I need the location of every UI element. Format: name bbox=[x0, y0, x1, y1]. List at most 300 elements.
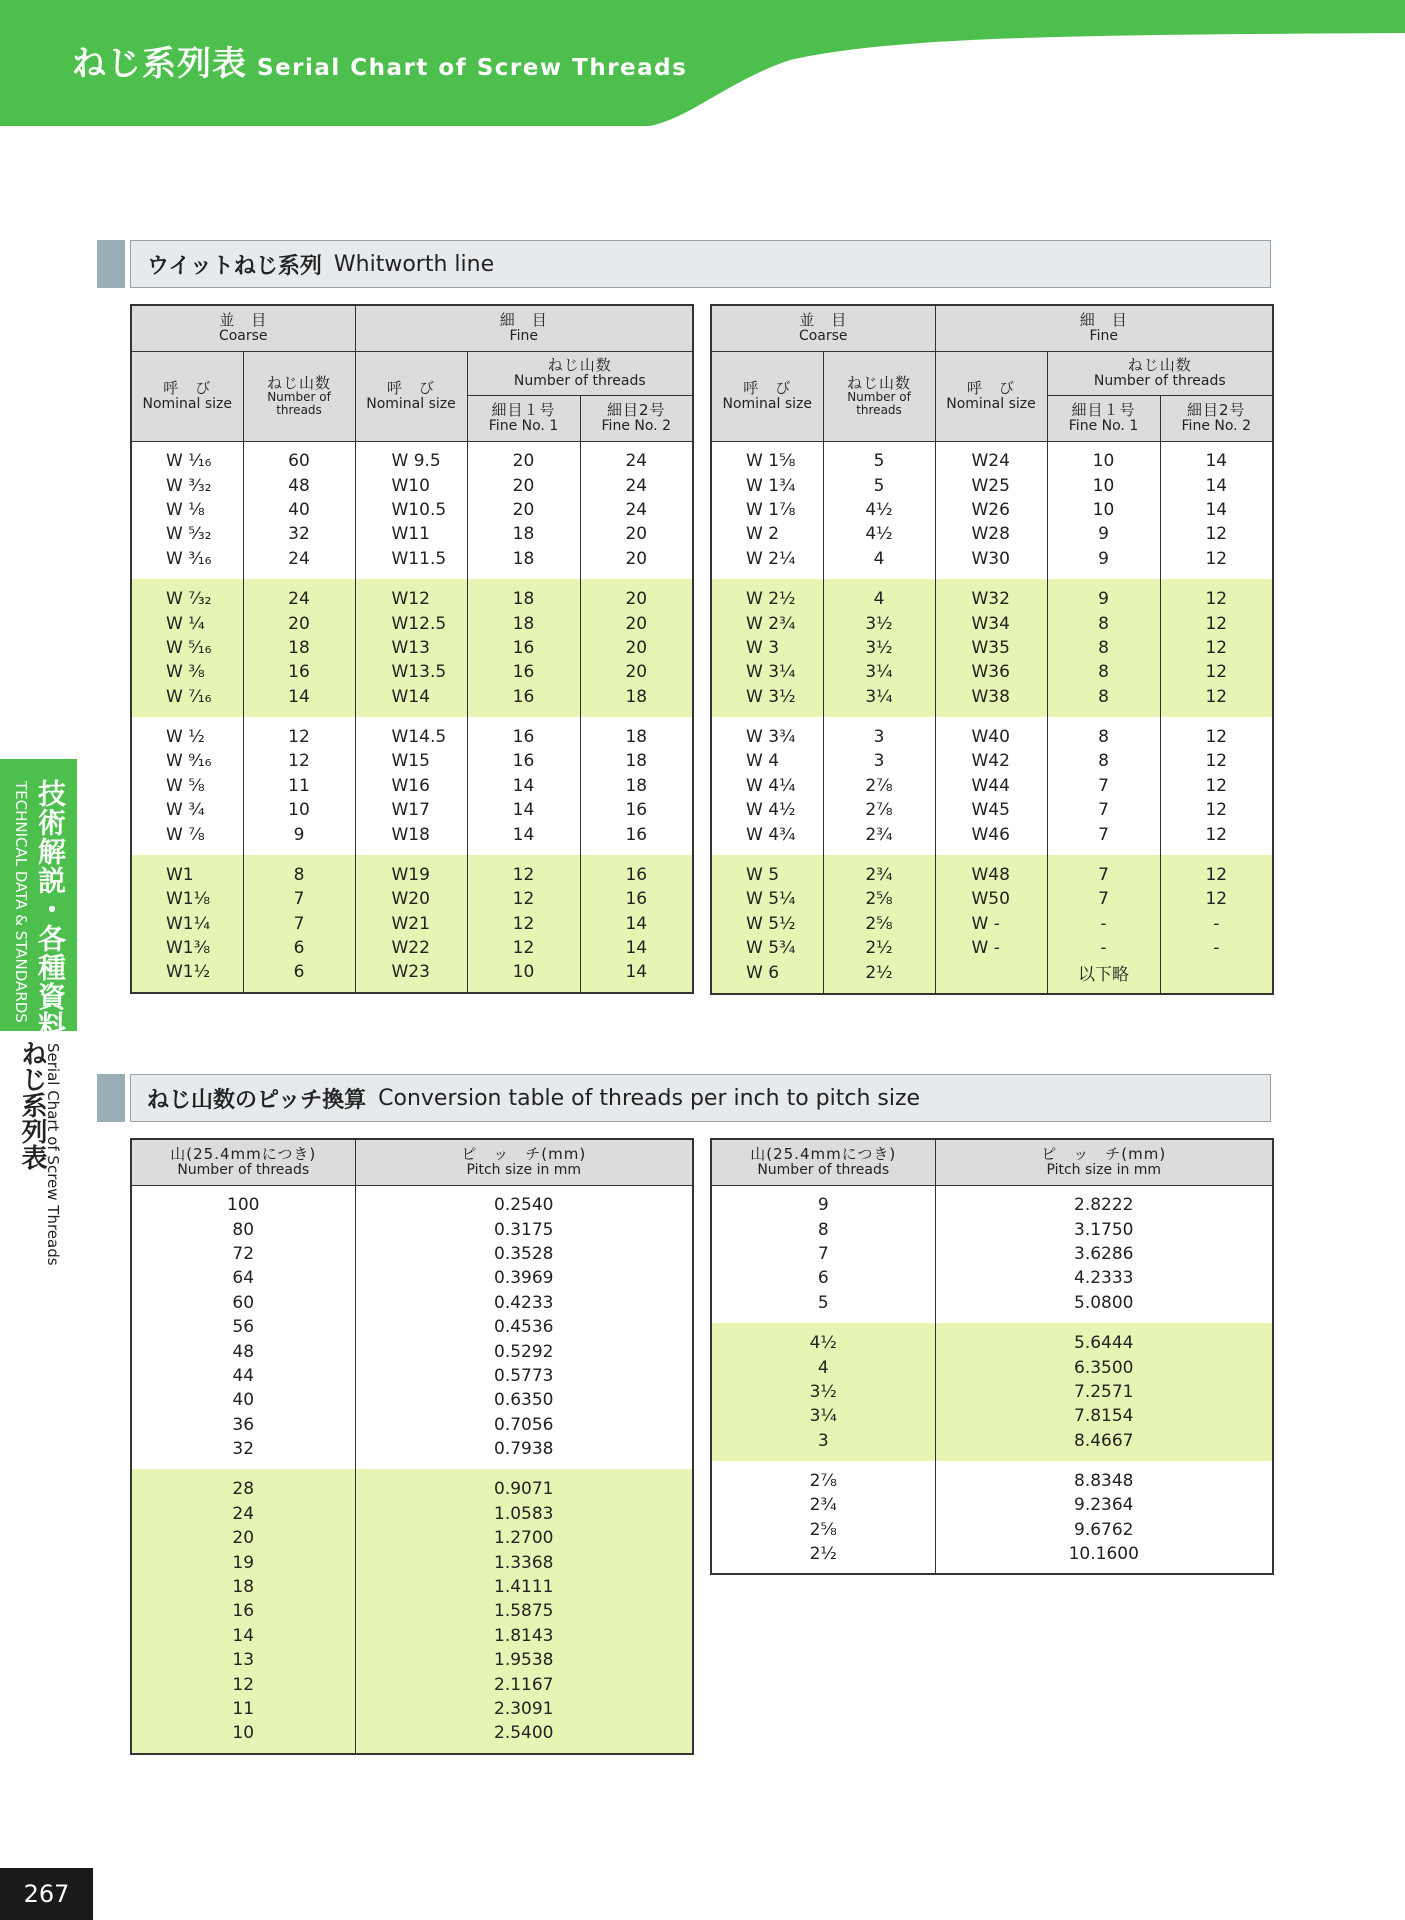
table-cell: W 6 bbox=[711, 960, 823, 994]
table-cell: 4 bbox=[823, 547, 935, 579]
table-cell: W 2¾ bbox=[711, 611, 823, 635]
table-row bbox=[131, 1697, 693, 1721]
table-cell: W 9.5 bbox=[355, 441, 467, 473]
table-row bbox=[131, 685, 693, 717]
table-cell: 4 bbox=[711, 1355, 935, 1379]
table-cell: W ⁵⁄₁₆ bbox=[131, 636, 243, 660]
table-row bbox=[711, 1185, 1273, 1217]
table-cell: 3 bbox=[823, 717, 935, 749]
table-row bbox=[131, 1364, 693, 1388]
table-cell: 36 bbox=[131, 1413, 355, 1437]
table-cell: 3.6286 bbox=[935, 1242, 1273, 1266]
table-cell: 2½ bbox=[823, 936, 935, 960]
table-cell: 9 bbox=[1047, 579, 1160, 611]
table-cell: W17 bbox=[355, 798, 467, 822]
threads-header: ねじ山数 Number of threads bbox=[823, 351, 935, 441]
table-cell: 6 bbox=[711, 1266, 935, 1290]
table-cell: 9 bbox=[1047, 522, 1160, 546]
table-cell: W1⅛ bbox=[131, 887, 243, 911]
fine-header: 細 目 Fine bbox=[935, 305, 1273, 351]
table-row bbox=[131, 660, 693, 684]
whitworth-section-header bbox=[130, 240, 1271, 288]
table-cell: 18 bbox=[131, 1575, 355, 1599]
table-cell: 16 bbox=[467, 660, 580, 684]
table-cell: 16 bbox=[243, 660, 355, 684]
page-number: 267 bbox=[0, 1868, 93, 1920]
table-row bbox=[131, 798, 693, 822]
table-cell: 14 bbox=[580, 912, 693, 936]
table-cell: W 4 bbox=[711, 749, 823, 773]
table-cell: 3.1750 bbox=[935, 1217, 1273, 1241]
table-cell: W10 bbox=[355, 473, 467, 497]
table-cell: W 3¼ bbox=[711, 660, 823, 684]
table-cell: 以下略 bbox=[1047, 960, 1160, 994]
threads-header: ねじ山数 Number of threads bbox=[1047, 351, 1273, 395]
table-row bbox=[711, 660, 1273, 684]
nominal-size-header: 呼 び Nominal size bbox=[935, 351, 1047, 441]
table-cell: W ½ bbox=[131, 717, 243, 749]
table-row bbox=[711, 774, 1273, 798]
table-cell: 1.9538 bbox=[355, 1648, 693, 1672]
pitch-header: ピ ッ チ(mm) Pitch size in mm bbox=[935, 1139, 1273, 1185]
table-cell: W40 bbox=[935, 717, 1047, 749]
table-cell: 4 bbox=[823, 579, 935, 611]
table-cell: W1¼ bbox=[131, 912, 243, 936]
table-cell: W12 bbox=[355, 579, 467, 611]
table-cell: 6.3500 bbox=[935, 1355, 1273, 1379]
table-cell: 18 bbox=[243, 636, 355, 660]
table-cell: 2½ bbox=[711, 1542, 935, 1574]
table-cell: 60 bbox=[243, 441, 355, 473]
table-row bbox=[131, 774, 693, 798]
table-cell: 2¾ bbox=[711, 1493, 935, 1517]
table-row bbox=[711, 1217, 1273, 1241]
table-cell: 12 bbox=[1160, 855, 1273, 887]
table-cell: W13 bbox=[355, 636, 467, 660]
table-cell: 0.7056 bbox=[355, 1413, 693, 1437]
section-marker bbox=[97, 240, 125, 288]
table-cell: W18 bbox=[355, 822, 467, 854]
table-cell: 4½ bbox=[823, 498, 935, 522]
whitworth-table-right bbox=[710, 304, 1274, 995]
table-cell: W14 bbox=[355, 685, 467, 717]
table-row bbox=[131, 1648, 693, 1672]
table-cell: 12 bbox=[1160, 717, 1273, 749]
table-cell: W ¾ bbox=[131, 798, 243, 822]
page-header bbox=[0, 0, 1405, 130]
table-cell: 3¼ bbox=[823, 660, 935, 684]
table-cell: 2.8222 bbox=[935, 1185, 1273, 1217]
table-cell: W ⁵⁄₃₂ bbox=[131, 522, 243, 546]
table-cell: 8.8348 bbox=[935, 1461, 1273, 1493]
table-cell: W 4½ bbox=[711, 798, 823, 822]
table-cell: 5 bbox=[711, 1291, 935, 1323]
table-cell: 14 bbox=[1160, 441, 1273, 473]
page-title-ja: ねじ系列表 bbox=[72, 44, 247, 84]
table-cell: 40 bbox=[243, 498, 355, 522]
coarse-header: 並 目 Coarse bbox=[131, 305, 355, 351]
table-row bbox=[131, 749, 693, 773]
page-title-en: Serial Chart of Screw Threads bbox=[257, 55, 688, 81]
table-cell: 6 bbox=[243, 936, 355, 960]
table-row bbox=[131, 547, 693, 579]
table-cell: W48 bbox=[935, 855, 1047, 887]
table-cell: 18 bbox=[467, 611, 580, 635]
table-cell: 12 bbox=[131, 1672, 355, 1696]
table-cell: W ¼ bbox=[131, 611, 243, 635]
table-cell: 6 bbox=[243, 960, 355, 992]
nominal-size-header: 呼 び Nominal size bbox=[711, 351, 823, 441]
table-cell: 7 bbox=[1047, 855, 1160, 887]
table-cell: 5 bbox=[823, 473, 935, 497]
table-cell: W35 bbox=[935, 636, 1047, 660]
table-cell: 3½ bbox=[711, 1380, 935, 1404]
table-cell: 1.2700 bbox=[355, 1526, 693, 1550]
table-row bbox=[711, 685, 1273, 717]
table-cell: W28 bbox=[935, 522, 1047, 546]
conversion-table-left bbox=[130, 1138, 694, 1755]
table-cell: 56 bbox=[131, 1315, 355, 1339]
table-cell: 11 bbox=[243, 774, 355, 798]
table-row bbox=[711, 960, 1273, 994]
table-cell: 14 bbox=[467, 774, 580, 798]
table-cell: W 2½ bbox=[711, 579, 823, 611]
table-row bbox=[711, 579, 1273, 611]
whitworth-title-ja: ウイットねじ系列 bbox=[147, 253, 322, 279]
table-cell: 20 bbox=[467, 498, 580, 522]
table-cell: 80 bbox=[131, 1217, 355, 1241]
table-cell: 0.6350 bbox=[355, 1388, 693, 1412]
table-cell: 72 bbox=[131, 1242, 355, 1266]
table-cell: 8 bbox=[1047, 660, 1160, 684]
table-row bbox=[131, 1291, 693, 1315]
table-row bbox=[131, 912, 693, 936]
table-cell: 2⅝ bbox=[711, 1518, 935, 1542]
table-cell: 7 bbox=[243, 912, 355, 936]
table-cell: 32 bbox=[131, 1437, 355, 1469]
table-cell: 2⅝ bbox=[823, 887, 935, 911]
table-cell: 20 bbox=[580, 660, 693, 684]
side-section-en: Serial Chart of Screw Threads bbox=[44, 1043, 62, 1266]
table-cell: 12 bbox=[1160, 887, 1273, 911]
table-cell bbox=[1160, 960, 1273, 994]
table-cell: W23 bbox=[355, 960, 467, 992]
table-cell: 8 bbox=[711, 1217, 935, 1241]
table-cell: 14 bbox=[1160, 498, 1273, 522]
table-cell: 16 bbox=[580, 822, 693, 854]
table-row bbox=[131, 1266, 693, 1290]
table-cell: 20 bbox=[467, 473, 580, 497]
table-cell: 2.1167 bbox=[355, 1672, 693, 1696]
table-cell: 10 bbox=[1047, 498, 1160, 522]
table-cell: W42 bbox=[935, 749, 1047, 773]
table-row bbox=[711, 441, 1273, 473]
side-category-ja: 技術解説・各種資料 bbox=[34, 779, 67, 1040]
table-cell: 7 bbox=[1047, 822, 1160, 854]
table-cell: 1.3368 bbox=[355, 1550, 693, 1574]
table-cell: 40 bbox=[131, 1388, 355, 1412]
table-cell: - bbox=[1160, 936, 1273, 960]
table-cell: 9.6762 bbox=[935, 1518, 1273, 1542]
table-cell: 0.3528 bbox=[355, 1242, 693, 1266]
table-cell: W24 bbox=[935, 441, 1047, 473]
table-cell: 9 bbox=[243, 822, 355, 854]
table-row bbox=[711, 1461, 1273, 1493]
table-cell: 8 bbox=[243, 855, 355, 887]
table-cell: 8 bbox=[1047, 717, 1160, 749]
whitworth-title-en: Whitworth line bbox=[333, 251, 495, 277]
table-cell: 16 bbox=[580, 887, 693, 911]
table-row bbox=[131, 1185, 693, 1217]
table-cell: - bbox=[1047, 936, 1160, 960]
table-cell: W ⅛ bbox=[131, 498, 243, 522]
table-row bbox=[131, 1526, 693, 1550]
table-cell: 7 bbox=[1047, 887, 1160, 911]
table-row bbox=[131, 1624, 693, 1648]
table-cell: W 5¼ bbox=[711, 887, 823, 911]
table-cell: 12 bbox=[467, 912, 580, 936]
table-cell: 5.6444 bbox=[935, 1323, 1273, 1355]
table-cell: 16 bbox=[467, 717, 580, 749]
table-row bbox=[131, 1242, 693, 1266]
table-cell: 4½ bbox=[823, 522, 935, 546]
table-row bbox=[131, 1502, 693, 1526]
table-row bbox=[131, 887, 693, 911]
fine2-header: 細目2号 Fine No. 2 bbox=[580, 395, 693, 441]
table-cell: 64 bbox=[131, 1266, 355, 1290]
table-cell: W14.5 bbox=[355, 717, 467, 749]
table-cell: 10 bbox=[131, 1721, 355, 1753]
table-row bbox=[131, 1217, 693, 1241]
table-cell: 12 bbox=[243, 749, 355, 773]
table-row bbox=[711, 822, 1273, 854]
table-row bbox=[131, 1339, 693, 1363]
table-row bbox=[711, 887, 1273, 911]
table-cell: 2½ bbox=[823, 960, 935, 994]
table-cell: 14 bbox=[243, 685, 355, 717]
table-cell: 1.8143 bbox=[355, 1624, 693, 1648]
table-cell: W46 bbox=[935, 822, 1047, 854]
table-cell: W21 bbox=[355, 912, 467, 936]
table-cell: W44 bbox=[935, 774, 1047, 798]
table-row bbox=[711, 1242, 1273, 1266]
table-row bbox=[711, 636, 1273, 660]
table-cell: 20 bbox=[580, 547, 693, 579]
nominal-size-header: 呼 び Nominal size bbox=[355, 351, 467, 441]
table-row bbox=[131, 498, 693, 522]
table-cell: 10 bbox=[243, 798, 355, 822]
table-row bbox=[711, 749, 1273, 773]
table-cell: W ⅜ bbox=[131, 660, 243, 684]
table-cell: W 1⅝ bbox=[711, 441, 823, 473]
table-cell: W19 bbox=[355, 855, 467, 887]
table-cell: 8 bbox=[1047, 685, 1160, 717]
table-row bbox=[711, 1493, 1273, 1517]
table-cell: 20 bbox=[580, 522, 693, 546]
threads-per-inch-header: 山(25.4mmにつき) Number of threads bbox=[711, 1139, 935, 1185]
table-cell: 16 bbox=[467, 749, 580, 773]
table-cell: 12 bbox=[467, 887, 580, 911]
table-cell: W 5½ bbox=[711, 912, 823, 936]
table-cell: W26 bbox=[935, 498, 1047, 522]
table-cell: 2⅞ bbox=[711, 1461, 935, 1493]
fine1-header: 細目１号 Fine No. 1 bbox=[467, 395, 580, 441]
table-row bbox=[131, 960, 693, 992]
table-row bbox=[131, 855, 693, 887]
table-cell: 32 bbox=[243, 522, 355, 546]
table-cell: W 3½ bbox=[711, 685, 823, 717]
table-cell: W ⅞ bbox=[131, 822, 243, 854]
table-cell: W30 bbox=[935, 547, 1047, 579]
table-row bbox=[131, 1388, 693, 1412]
side-category-tab bbox=[0, 759, 77, 1040]
table-cell: 0.2540 bbox=[355, 1185, 693, 1217]
table-cell: W11.5 bbox=[355, 547, 467, 579]
table-cell: 9.2364 bbox=[935, 1493, 1273, 1517]
table-cell: 16 bbox=[580, 855, 693, 887]
table-cell: W 2¼ bbox=[711, 547, 823, 579]
table-cell: W10.5 bbox=[355, 498, 467, 522]
table-row bbox=[131, 1599, 693, 1623]
table-cell: 3 bbox=[823, 749, 935, 773]
table-cell: 0.5773 bbox=[355, 1364, 693, 1388]
table-cell: W50 bbox=[935, 887, 1047, 911]
table-cell: W 5 bbox=[711, 855, 823, 887]
table-cell: W34 bbox=[935, 611, 1047, 635]
table-cell: W1⅜ bbox=[131, 936, 243, 960]
table-cell: W ⁷⁄₃₂ bbox=[131, 579, 243, 611]
table-cell: 2¾ bbox=[823, 822, 935, 854]
table-cell: 5.0800 bbox=[935, 1291, 1273, 1323]
table-cell: 16 bbox=[580, 798, 693, 822]
table-row bbox=[711, 855, 1273, 887]
table-cell: 7 bbox=[1047, 774, 1160, 798]
table-cell: 28 bbox=[131, 1469, 355, 1501]
table-cell: 60 bbox=[131, 1291, 355, 1315]
table-cell bbox=[935, 960, 1047, 994]
table-cell: 12 bbox=[467, 855, 580, 887]
table-row bbox=[711, 912, 1273, 936]
table-cell: 20 bbox=[580, 636, 693, 660]
table-row bbox=[131, 611, 693, 635]
table-cell: 3½ bbox=[823, 611, 935, 635]
table-cell: W - bbox=[935, 912, 1047, 936]
table-row bbox=[711, 798, 1273, 822]
table-cell: W13.5 bbox=[355, 660, 467, 684]
table-cell: 12 bbox=[1160, 579, 1273, 611]
page-title bbox=[72, 36, 687, 85]
table-cell: 8 bbox=[1047, 749, 1160, 773]
table-cell: W ⅝ bbox=[131, 774, 243, 798]
coarse-header: 並 目 Coarse bbox=[711, 305, 935, 351]
table-cell: 9 bbox=[711, 1185, 935, 1217]
table-cell: 18 bbox=[580, 685, 693, 717]
table-cell: 44 bbox=[131, 1364, 355, 1388]
table-cell: W 3¾ bbox=[711, 717, 823, 749]
table-cell: 2¾ bbox=[823, 855, 935, 887]
table-cell: 24 bbox=[243, 579, 355, 611]
table-row bbox=[711, 717, 1273, 749]
table-cell: 8 bbox=[1047, 636, 1160, 660]
table-row bbox=[131, 473, 693, 497]
table-row bbox=[131, 1575, 693, 1599]
table-cell: 14 bbox=[580, 936, 693, 960]
table-cell: 7.2571 bbox=[935, 1380, 1273, 1404]
table-row bbox=[711, 547, 1273, 579]
table-cell: 18 bbox=[580, 749, 693, 773]
table-cell: 2.3091 bbox=[355, 1697, 693, 1721]
table-cell: 8 bbox=[1047, 611, 1160, 635]
table-cell: 1.0583 bbox=[355, 1502, 693, 1526]
table-cell: 12 bbox=[1160, 774, 1273, 798]
table-cell: 18 bbox=[467, 522, 580, 546]
table-cell: 3 bbox=[711, 1429, 935, 1461]
table-cell: 24 bbox=[131, 1502, 355, 1526]
table-row bbox=[711, 1355, 1273, 1379]
table-cell: 20 bbox=[243, 611, 355, 635]
table-row bbox=[711, 1291, 1273, 1323]
table-row bbox=[711, 1518, 1273, 1542]
table-cell: 12 bbox=[1160, 822, 1273, 854]
table-cell: W 4¾ bbox=[711, 822, 823, 854]
table-cell: - bbox=[1047, 912, 1160, 936]
table-cell: 24 bbox=[580, 498, 693, 522]
table-cell: 0.9071 bbox=[355, 1469, 693, 1501]
table-cell: 14 bbox=[467, 822, 580, 854]
table-cell: 12 bbox=[1160, 660, 1273, 684]
table-row bbox=[131, 579, 693, 611]
fine1-header: 細目１号 Fine No. 1 bbox=[1047, 395, 1160, 441]
table-row bbox=[131, 1672, 693, 1696]
conversion-table-right bbox=[710, 1138, 1274, 1575]
table-cell: W25 bbox=[935, 473, 1047, 497]
table-cell: 14 bbox=[580, 960, 693, 992]
table-row bbox=[711, 936, 1273, 960]
table-cell: W20 bbox=[355, 887, 467, 911]
threads-header: ねじ山数 Number of threads bbox=[243, 351, 355, 441]
table-row bbox=[131, 1469, 693, 1501]
threads-per-inch-header: 山(25.4mmにつき) Number of threads bbox=[131, 1139, 355, 1185]
table-cell: 1.5875 bbox=[355, 1599, 693, 1623]
table-row bbox=[131, 441, 693, 473]
table-cell: 7.8154 bbox=[935, 1404, 1273, 1428]
whitworth-table-left bbox=[130, 304, 694, 994]
table-cell: 18 bbox=[467, 579, 580, 611]
table-cell: 14 bbox=[467, 798, 580, 822]
table-cell: 2⅞ bbox=[823, 774, 935, 798]
table-cell: W ⁹⁄₁₆ bbox=[131, 749, 243, 773]
table-cell: 3½ bbox=[823, 636, 935, 660]
table-cell: 16 bbox=[131, 1599, 355, 1623]
table-cell: 2.5400 bbox=[355, 1721, 693, 1753]
table-cell: 12 bbox=[1160, 636, 1273, 660]
table-cell: W15 bbox=[355, 749, 467, 773]
table-row bbox=[131, 1437, 693, 1469]
threads-header: ねじ山数 Number of threads bbox=[467, 351, 693, 395]
table-cell: 3¼ bbox=[823, 685, 935, 717]
table-cell: W38 bbox=[935, 685, 1047, 717]
table-cell: 48 bbox=[131, 1339, 355, 1363]
table-cell: 14 bbox=[1160, 473, 1273, 497]
table-cell: 12 bbox=[467, 936, 580, 960]
table-cell: W 2 bbox=[711, 522, 823, 546]
table-cell: 7 bbox=[711, 1242, 935, 1266]
table-cell: W1 bbox=[131, 855, 243, 887]
table-row bbox=[711, 1323, 1273, 1355]
fine2-header: 細目2号 Fine No. 2 bbox=[1160, 395, 1273, 441]
table-cell: 20 bbox=[580, 611, 693, 635]
table-cell: 0.3175 bbox=[355, 1217, 693, 1241]
